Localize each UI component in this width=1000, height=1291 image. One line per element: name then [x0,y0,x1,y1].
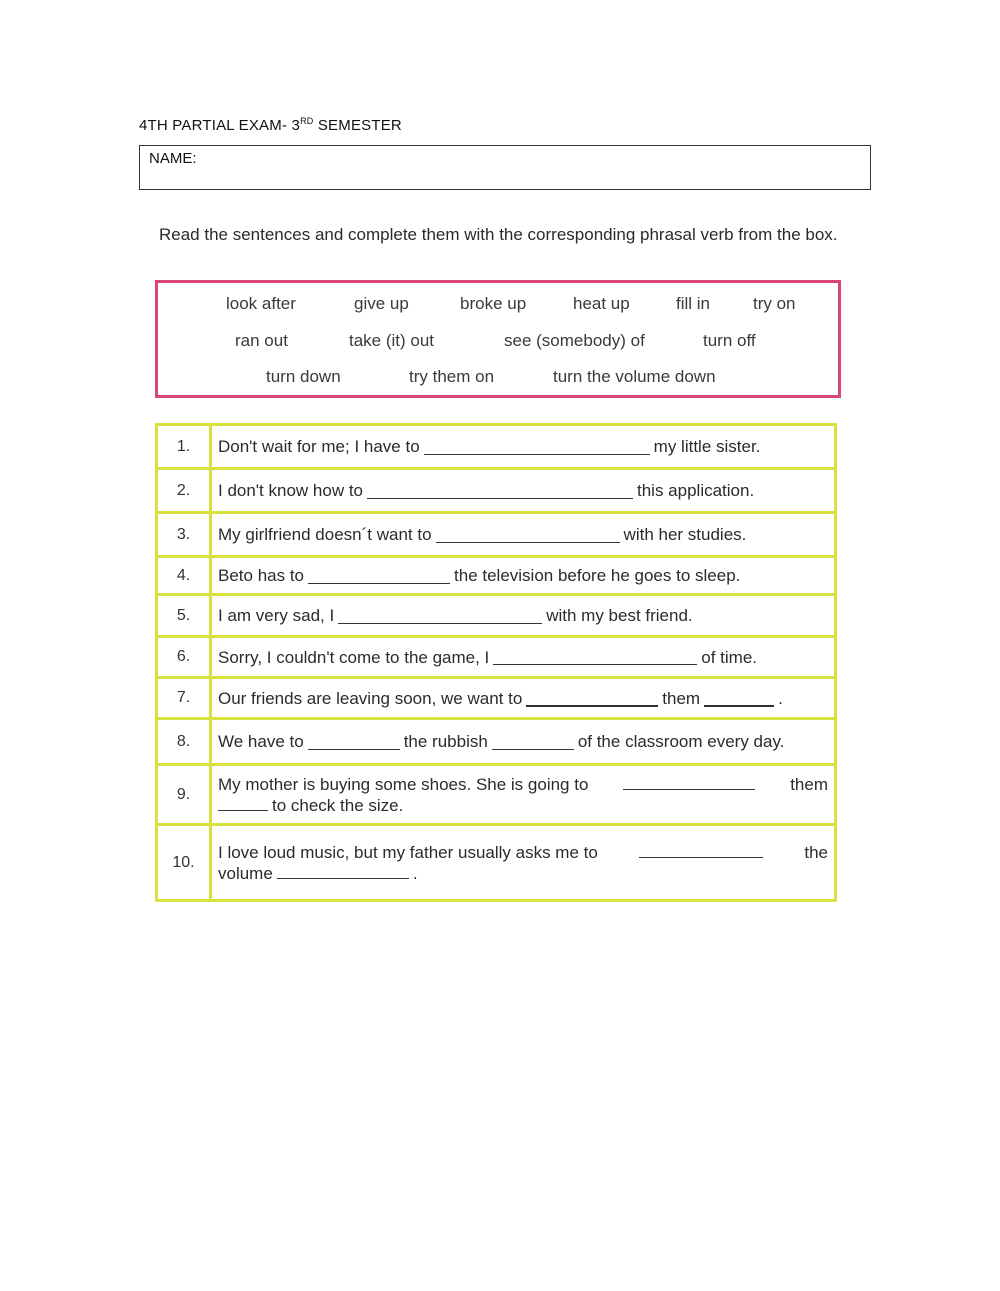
row-number: 5. [158,596,212,635]
title-prefix: 4TH PARTIAL EXAM- 3 [139,117,301,134]
volume-word: volume [218,863,273,883]
row-number: 2. [158,470,212,511]
word-option: try them on [409,367,495,386]
word-option: see (somebody) of [504,331,645,350]
row-number: 8. [158,720,212,763]
answer-blank[interactable] [704,690,774,707]
answer-blank[interactable] [424,439,650,455]
exercise-table [155,423,837,902]
table-row [158,596,834,638]
answer-blank[interactable] [526,690,658,707]
table-row [158,470,834,514]
answer-blank[interactable] [308,568,450,584]
table-row [158,679,834,720]
answer-blank[interactable] [308,734,400,750]
row-number: 4. [158,558,212,593]
word-option: give up [354,294,409,313]
word-option: turn down [266,367,341,386]
sentence: My mother is buying some shoes. She is going to them to check the size. [218,774,828,815]
word-option: ran out [235,331,288,350]
sentence: Our friends are leaving soon, we want to them . [218,688,783,708]
row-number: 3. [158,514,212,555]
sentence: I don't know how to this application. [218,481,755,500]
table-row [158,826,834,899]
word-option: heat up [573,294,630,313]
sentence: Beto has to the television before he goes to sleep. [218,566,741,585]
title-suffix: SEMESTER [313,117,402,134]
word-option: take (it) out [349,331,435,350]
table-row [158,638,834,679]
table-row [158,766,834,826]
word-option: look after [226,294,296,313]
sentence: I am very sad, I with my best friend. [218,606,693,625]
row-number: 7. [158,679,212,717]
exam-title [139,116,402,134]
row-number: 10. [158,826,212,899]
table-row [158,720,834,766]
answer-blank[interactable] [436,527,620,543]
sentence: Sorry, I couldn't come to the game, I of time. [218,647,758,667]
answer-blank[interactable] [338,608,542,624]
table-row [158,558,834,596]
answer-blank[interactable] [277,863,409,879]
table-row [158,514,834,558]
row-number: 1. [158,426,212,467]
answer-blank[interactable] [367,483,633,499]
instructions: Read the sentences and complete them with the corresponding phrasal verb from the box. [159,225,838,244]
sentence: Don't wait for me; I have to my little sister. [218,437,761,456]
answer-blank[interactable] [623,774,755,790]
title-superscript: RD [300,116,314,126]
word-option: turn the volume down [553,367,716,386]
name-field[interactable] [139,145,871,190]
answer-blank[interactable] [639,842,763,858]
answer-blank[interactable] [493,649,697,665]
word-option: broke up [460,294,527,313]
word-option: fill in [676,294,711,313]
word-option: turn off [703,331,756,350]
row-number: 9. [158,766,212,823]
table-row [158,426,834,470]
answer-blank[interactable] [492,734,574,750]
sentence: We have to the rubbish of the classroom every day. [218,732,785,751]
word-option: try on [753,294,796,313]
name-label: NAME: [149,150,197,167]
phrasal-verb-box [155,280,841,398]
sentence: I love loud music, but my father usually asks me to the volume . [218,842,828,883]
row-number: 6. [158,638,212,676]
sentence: My girlfriend doesn´t want to with her studies. [218,525,747,544]
answer-blank[interactable] [218,795,268,811]
